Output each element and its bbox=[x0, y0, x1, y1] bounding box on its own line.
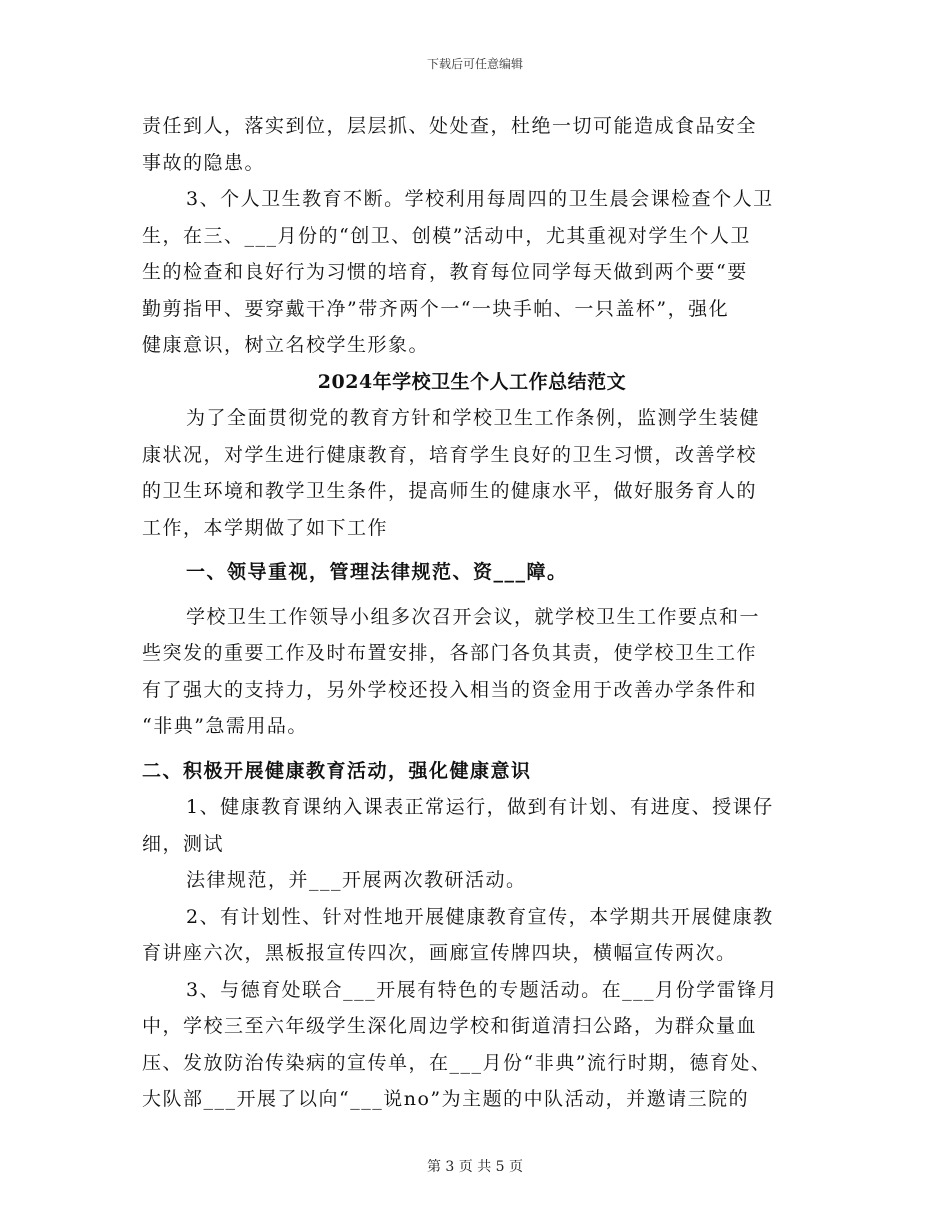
body-line: 的卫生环境和教学卫生条件，提高师生的健康水平，做好服务育人的 bbox=[142, 480, 758, 502]
body-line: 些突发的重要工作及时布置安排，各部门各负其责，使学校卫生工作 bbox=[142, 642, 758, 664]
body-line: 工作，本学期做了如下工作 bbox=[142, 516, 389, 539]
body-line: 有了强大的支持力，另外学校还投入相当的资金用于改善办学条件和 bbox=[142, 678, 758, 701]
body-line: 健康意识，树立名校学生形象。 bbox=[142, 334, 430, 356]
body-line: 压、发放防治传染病的宣传单，在___月份“非典”流行时期，德育处、 bbox=[142, 1051, 772, 1074]
body-line: 责任到人，落实到位，层层抓、处处查，杜绝一切可能造成食品安全 bbox=[142, 115, 758, 137]
body-line: 康状况，对学生进行健康教育，培育学生良好的卫生习惯，改善学校 bbox=[142, 443, 758, 466]
document-body bbox=[142, 108, 802, 1118]
spacer bbox=[142, 745, 802, 753]
body-line: 2、有计划性、针对性地开展健康教育宣传，本学期共开展健康教 bbox=[186, 905, 774, 928]
body-line: “非典”急需用品。 bbox=[142, 715, 308, 737]
page-footer: 第 3 页 共 5 页 bbox=[426, 1159, 524, 1175]
spacer bbox=[142, 546, 802, 554]
body-line: 学校卫生工作领导小组多次召开会议，就学校卫生工作要点和一 bbox=[186, 605, 761, 628]
section-heading: 一、领导重视，管理法律规范、资___障。 bbox=[186, 561, 568, 583]
body-line: 大队部___开展了以向“___说no”为主题的中队活动，并邀请三院的 bbox=[142, 1088, 750, 1110]
body-line: 细，测试 bbox=[142, 832, 225, 855]
section-title: 2024年学校卫生个人工作总结范文 bbox=[317, 370, 627, 393]
body-line: 为了全面贯彻党的教育方针和学校卫生工作条例，监测学生装健 bbox=[186, 407, 761, 429]
body-line: 法律规范，并___开展两次教研活动。 bbox=[186, 869, 527, 891]
section-heading: 二、积极开展健康教育活动，强化健康意识 bbox=[142, 759, 532, 782]
body-line: 生的检查和良好行为习惯的培育，教育每位同学每天做到两个要“要 bbox=[142, 261, 748, 283]
body-line: 事故的隐患。 bbox=[142, 151, 266, 174]
body-line: 1、健康教育课纳入课表正常运行，做到有计划、有进度、授课仔 bbox=[186, 796, 774, 818]
body-line: 3、个人卫生教育不断。学校利用每周四的卫生晨会课检查个人卫 bbox=[186, 188, 774, 210]
spacer bbox=[142, 591, 802, 599]
body-line: 勤剪指甲、要穿戴干净”带齐两个一“一块手帕、一只盖杯”，强化 bbox=[142, 297, 730, 320]
body-line: 3、与德育处联合___开展有特色的专题活动。在___月份学雷锋月 bbox=[186, 978, 779, 1001]
body-line: 中，学校三至六年级学生深化周边学校和街道清扫公路，为群众量血 bbox=[142, 1015, 758, 1037]
page-header: 下载后可任意编辑 bbox=[426, 57, 523, 71]
body-line: 生，在三、___月份的“创卫、创模”活动中，尤其重视对学生个人卫 bbox=[142, 224, 751, 247]
body-line: 育讲座六次，黑板报宣传四次，画廊宣传牌四块，横幅宣传两次。 bbox=[142, 942, 737, 964]
